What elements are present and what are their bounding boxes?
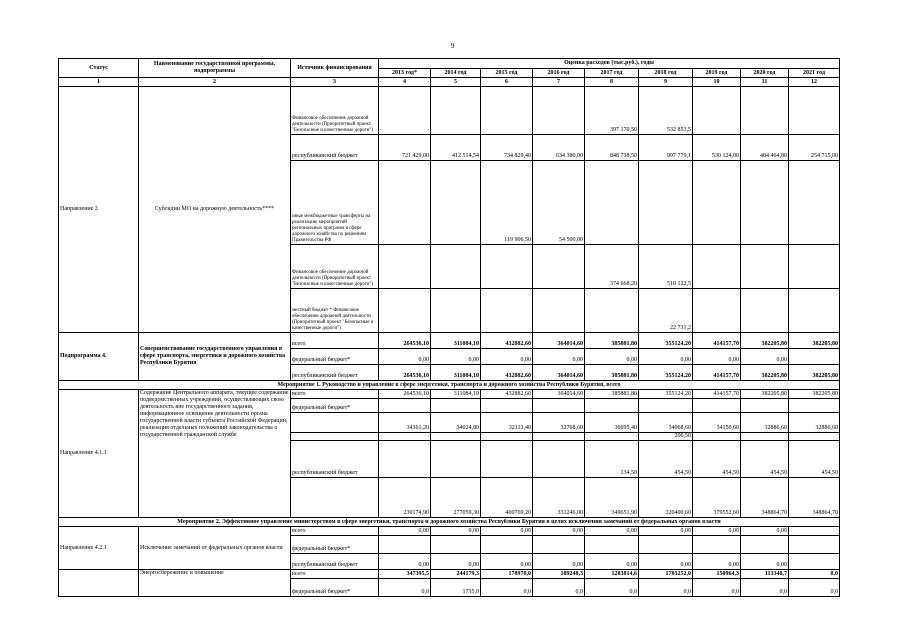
value-cell <box>585 536 639 554</box>
value-cell: 721 429,00 <box>379 135 431 161</box>
value-cell: 532 853,5 <box>639 87 693 135</box>
funding-source-cell: федеральный бюджет* <box>291 399 379 413</box>
value-cell: 0,00 <box>639 527 693 536</box>
value-cell: 32886,60 <box>741 413 789 433</box>
value-cell <box>533 441 585 478</box>
value-cell <box>789 289 840 333</box>
col-number: 6 <box>481 78 533 87</box>
value-cell: 385881,80 <box>585 365 639 381</box>
value-cell: 0,00 <box>481 527 533 536</box>
value-cell: 382205,80 <box>789 365 840 381</box>
value-cell <box>431 536 481 554</box>
value-cell <box>693 536 741 554</box>
value-cell: 0,00 <box>741 554 789 570</box>
value-cell: 34024,80 <box>431 413 481 433</box>
value-cell <box>379 399 431 413</box>
value-cell <box>585 433 639 441</box>
value-cell: 374 668,20 <box>585 245 639 289</box>
value-cell: 0,00 <box>741 349 789 365</box>
value-cell <box>693 433 741 441</box>
value-cell: 432882,60 <box>481 365 533 381</box>
value-cell: 382205,80 <box>789 333 840 349</box>
value-cell: 355124,20 <box>639 333 693 349</box>
value-cell: 311084,10 <box>431 390 481 399</box>
value-cell: 0,00 <box>431 349 481 365</box>
header-program-name: Наименование государственной программы, подпрограммы <box>139 59 291 78</box>
value-cell <box>533 289 585 333</box>
funding-source-cell <box>291 413 379 433</box>
value-cell: 0,00 <box>585 527 639 536</box>
value-cell <box>431 441 481 478</box>
value-cell <box>585 399 639 413</box>
program-name-cell: Энергосбережение и повышение <box>139 570 291 597</box>
value-cell <box>431 399 481 413</box>
value-cell: 454,50 <box>789 441 840 478</box>
funding-source-cell: всего <box>291 390 379 399</box>
value-cell: 32113,40 <box>481 413 533 433</box>
value-cell: 113348,7 <box>741 570 789 579</box>
value-cell: 382205,80 <box>789 390 840 399</box>
value-cell: 634 380,00 <box>533 135 585 161</box>
value-cell: 150964,3 <box>693 570 741 579</box>
value-cell <box>379 433 431 441</box>
value-cell <box>639 536 693 554</box>
funding-source-cell: всего <box>291 527 379 536</box>
value-cell <box>741 245 789 289</box>
value-cell: 484 464,80 <box>741 135 789 161</box>
funding-source-cell: федеральный бюджет* <box>291 536 379 554</box>
value-cell <box>481 245 533 289</box>
value-cell <box>639 161 693 245</box>
value-cell <box>533 399 585 413</box>
header-status: Статус <box>59 59 139 78</box>
value-cell: 432882,60 <box>481 333 533 349</box>
value-cell <box>693 399 741 413</box>
value-cell: 331246,00 <box>533 478 585 518</box>
value-cell: 414157,70 <box>693 333 741 349</box>
value-cell: 264536,10 <box>379 333 431 349</box>
section-title: Мероприятие 2. Эффективное управление министерством в сфере энергетики, транспорта и дорожного хозяйства Республики Бурятия в целях исключения замечаний от федеральных органов власти <box>59 518 840 527</box>
value-cell: 400769,20 <box>481 478 533 518</box>
value-cell: 0,00 <box>431 554 481 570</box>
value-cell <box>533 536 585 554</box>
value-cell: 355124,20 <box>639 390 693 399</box>
value-cell: 200,50 <box>639 433 693 441</box>
value-cell: 189248,3 <box>533 570 585 579</box>
value-cell <box>693 245 741 289</box>
value-cell <box>379 289 431 333</box>
value-cell <box>431 433 481 441</box>
value-cell: 0,0 <box>533 579 585 597</box>
value-cell: 454,50 <box>741 441 789 478</box>
value-cell: 0,0 <box>741 579 789 597</box>
column-number-row <box>59 78 840 87</box>
value-cell <box>789 245 840 289</box>
value-cell: 34150,60 <box>693 413 741 433</box>
header-year: 2021 год <box>789 69 840 78</box>
col-number: 11 <box>741 78 789 87</box>
header-funding-source: Источник финансирования <box>291 59 379 78</box>
value-cell <box>431 161 481 245</box>
value-cell <box>585 289 639 333</box>
col-number: 3 <box>291 78 379 87</box>
value-cell <box>481 87 533 135</box>
value-cell: 0,0 <box>379 579 431 597</box>
value-cell: 34068,60 <box>639 413 693 433</box>
table-body <box>59 87 840 597</box>
table-row <box>59 570 840 579</box>
funding-source-cell: Финансовое обеспечение дорожной деятельности (Приоритетный проект "Безопасные и качественные дороги") <box>291 87 379 135</box>
program-name-cell: Субсидии МО на дорожную деятельность**** <box>139 87 291 333</box>
value-cell: 454,50 <box>693 441 741 478</box>
value-cell: 364014,60 <box>533 390 585 399</box>
value-cell <box>789 433 840 441</box>
funding-source-cell: всего <box>291 333 379 349</box>
value-cell: 254 715,00 <box>789 135 840 161</box>
program-name-cell: Совершенствование государственного управления в сфере транспорта, энергетики и дорожного хозяйства Республики Бурятия <box>139 333 291 381</box>
header-year: 2019 год <box>693 69 741 78</box>
value-cell <box>639 399 693 413</box>
value-cell <box>741 161 789 245</box>
section-row <box>59 518 840 527</box>
document-table-wrapper <box>58 58 839 595</box>
value-cell: 0,00 <box>693 527 741 536</box>
value-cell: 382205,80 <box>741 333 789 349</box>
status-cell <box>59 570 139 597</box>
value-cell: 22 731,2 <box>639 289 693 333</box>
value-cell: 0,00 <box>585 349 639 365</box>
value-cell: 0,00 <box>379 527 431 536</box>
value-cell <box>533 245 585 289</box>
value-cell <box>741 536 789 554</box>
value-cell <box>379 245 431 289</box>
value-cell <box>741 87 789 135</box>
funding-source-cell: республиканский бюджет <box>291 554 379 570</box>
funding-source-cell: федеральный бюджет* <box>291 349 379 365</box>
section-title: Мероприятие 1. Руководство и управление в сфере энергетики, транспорта и дорожного хозяйства Республики Бурятия, всего <box>59 381 840 390</box>
value-cell: 364014,60 <box>533 333 585 349</box>
value-cell: 848 738,50 <box>585 135 639 161</box>
table-row <box>59 527 840 536</box>
value-cell: 0,00 <box>533 349 585 365</box>
col-number: 9 <box>639 78 693 87</box>
value-cell: 530 124,00 <box>693 135 741 161</box>
value-cell <box>379 536 431 554</box>
value-cell: 510 122,5 <box>639 245 693 289</box>
value-cell: 0,0 <box>481 579 533 597</box>
value-cell: 0,00 <box>693 349 741 365</box>
value-cell: 0,00 <box>533 527 585 536</box>
value-cell: 0,00 <box>639 349 693 365</box>
value-cell <box>741 433 789 441</box>
value-cell: 0,00 <box>693 554 741 570</box>
value-cell: 0,00 <box>533 554 585 570</box>
value-cell: 0,00 <box>741 527 789 536</box>
value-cell: 134,50 <box>585 441 639 478</box>
col-number: 12 <box>789 78 840 87</box>
value-cell: 347395,5 <box>379 570 431 579</box>
value-cell: 0,00 <box>379 554 431 570</box>
page-number: 9 <box>450 42 455 50</box>
value-cell: 0,0 <box>789 570 840 579</box>
col-number: 2 <box>139 78 291 87</box>
status-cell: Направление 2. <box>59 87 139 333</box>
value-cell: 1283814,6 <box>585 570 639 579</box>
table-row <box>59 333 840 349</box>
value-cell <box>693 289 741 333</box>
value-cell: 382205,80 <box>741 365 789 381</box>
value-cell <box>379 441 431 478</box>
funding-source-cell: республиканский бюджет <box>291 365 379 381</box>
value-cell <box>789 161 840 245</box>
value-cell: 414157,70 <box>693 390 741 399</box>
value-cell: 0,00 <box>481 554 533 570</box>
value-cell: 311084,10 <box>431 365 481 381</box>
value-cell: 34361,20 <box>379 413 431 433</box>
value-cell: 0,00 <box>585 554 639 570</box>
value-cell <box>693 87 741 135</box>
value-cell: 349651,90 <box>585 478 639 518</box>
value-cell <box>585 161 639 245</box>
value-cell: 0,0 <box>585 579 639 597</box>
value-cell <box>431 87 481 135</box>
budget-table <box>58 58 840 597</box>
value-cell: 385881,80 <box>585 333 639 349</box>
table-row <box>59 390 840 399</box>
header-estimate: Оценка расходов (тыс.руб.), годы <box>379 59 840 69</box>
value-cell <box>379 161 431 245</box>
funding-source-cell: местный бюджет * Финансовое обеспечение дорожной деятельности (Приоритетный проект "Безопасные и качественные дороги") <box>291 289 379 333</box>
value-cell <box>789 554 840 570</box>
section-row <box>59 381 840 390</box>
value-cell: 36095,40 <box>585 413 639 433</box>
funding-source-cell <box>291 478 379 518</box>
value-cell <box>431 245 481 289</box>
value-cell: 264536,10 <box>379 365 431 381</box>
value-cell: 454,50 <box>639 441 693 478</box>
value-cell: 0,00 <box>481 349 533 365</box>
program-name-cell: Исключение замечаний от федеральных органов власти <box>139 527 291 570</box>
value-cell: 0,00 <box>379 349 431 365</box>
value-cell <box>741 399 789 413</box>
value-cell <box>379 87 431 135</box>
value-cell: 0,0 <box>639 579 693 597</box>
value-cell: 412 514,54 <box>431 135 481 161</box>
value-cell: 379552,60 <box>693 478 741 518</box>
header-year: 2013 год* <box>379 69 431 78</box>
value-cell: 355124,20 <box>639 365 693 381</box>
value-cell: 348864,70 <box>789 478 840 518</box>
value-cell: 348864,70 <box>741 478 789 518</box>
funding-source-cell: республиканский бюджет <box>291 135 379 161</box>
value-cell: 364014,60 <box>533 365 585 381</box>
value-cell: 178970,0 <box>481 570 533 579</box>
value-cell <box>789 399 840 413</box>
col-number: 5 <box>431 78 481 87</box>
value-cell: 119 906,50 <box>481 161 533 245</box>
value-cell <box>481 289 533 333</box>
value-cell: 0,00 <box>639 554 693 570</box>
value-cell: 0,0 <box>789 579 840 597</box>
value-cell <box>789 527 840 536</box>
header-year: 2020 год <box>741 69 789 78</box>
status-cell: Подпрограмма 4. <box>59 333 139 381</box>
col-number: 1 <box>59 78 139 87</box>
value-cell <box>693 161 741 245</box>
value-cell: 32886,60 <box>789 413 840 433</box>
value-cell: 264536,10 <box>379 390 431 399</box>
header-year: 2018 год <box>639 69 693 78</box>
funding-source-cell: иные межбюджетные трансферты на реализацию мероприятий региональных программ в сфере дорожного хозяйства по решениям Правительства РФ <box>291 161 379 245</box>
value-cell: 230174,90 <box>379 478 431 518</box>
value-cell <box>481 441 533 478</box>
value-cell <box>789 349 840 365</box>
program-name-cell: Содержание Центрального аппарата, текущее содержание подведомственных учреждений, осуществляющих свою деятельность вне государственного задания, информационное освещение деятельности органа государственной власти субъекта Российской Федерации, реализация отдельных положений законодательства о государственной гражданской службе <box>139 390 291 518</box>
col-number: 8 <box>585 78 639 87</box>
header-year: 2015 год <box>481 69 533 78</box>
status-cell: Направление 4.2.1 <box>59 527 139 570</box>
header-year: 2014 год <box>431 69 481 78</box>
header-year: 2016 год <box>533 69 585 78</box>
value-cell: 1735,0 <box>431 579 481 597</box>
value-cell <box>431 289 481 333</box>
value-cell: 32768,60 <box>533 413 585 433</box>
value-cell: 320400,60 <box>639 478 693 518</box>
col-number: 10 <box>693 78 741 87</box>
funding-source-cell: федеральный бюджет* <box>291 579 379 597</box>
value-cell <box>481 399 533 413</box>
value-cell: 244179,3 <box>431 570 481 579</box>
value-cell <box>789 536 840 554</box>
value-cell <box>481 536 533 554</box>
status-cell: Направление 4.1.1 <box>59 390 139 518</box>
value-cell: 54 500,00 <box>533 161 585 245</box>
header-year: 2017 год <box>585 69 639 78</box>
value-cell: 432882,60 <box>481 390 533 399</box>
funding-source-cell: Финансовое обеспечение дорожной деятельности (Приоритетный проект "Безопасные и качественные дороги") <box>291 245 379 289</box>
col-number: 7 <box>533 78 585 87</box>
value-cell: 382205,80 <box>741 390 789 399</box>
value-cell: 277059,30 <box>431 478 481 518</box>
value-cell: 997 779,1 <box>639 135 693 161</box>
value-cell: 1783252,0 <box>639 570 693 579</box>
funding-source-cell: республиканский бюджет <box>291 441 379 478</box>
value-cell: 311084,10 <box>431 333 481 349</box>
value-cell: 397 170,50 <box>585 87 639 135</box>
value-cell <box>789 87 840 135</box>
funding-source-cell <box>291 433 379 441</box>
value-cell: 0,00 <box>431 527 481 536</box>
value-cell <box>741 289 789 333</box>
value-cell <box>533 433 585 441</box>
value-cell <box>533 87 585 135</box>
col-number: 4 <box>379 78 431 87</box>
value-cell: 734 829,40 <box>481 135 533 161</box>
value-cell: 0,0 <box>693 579 741 597</box>
value-cell <box>481 433 533 441</box>
value-cell: 414157,70 <box>693 365 741 381</box>
funding-source-cell: всего <box>291 570 379 579</box>
value-cell: 385881,80 <box>585 390 639 399</box>
table-row <box>59 87 840 135</box>
